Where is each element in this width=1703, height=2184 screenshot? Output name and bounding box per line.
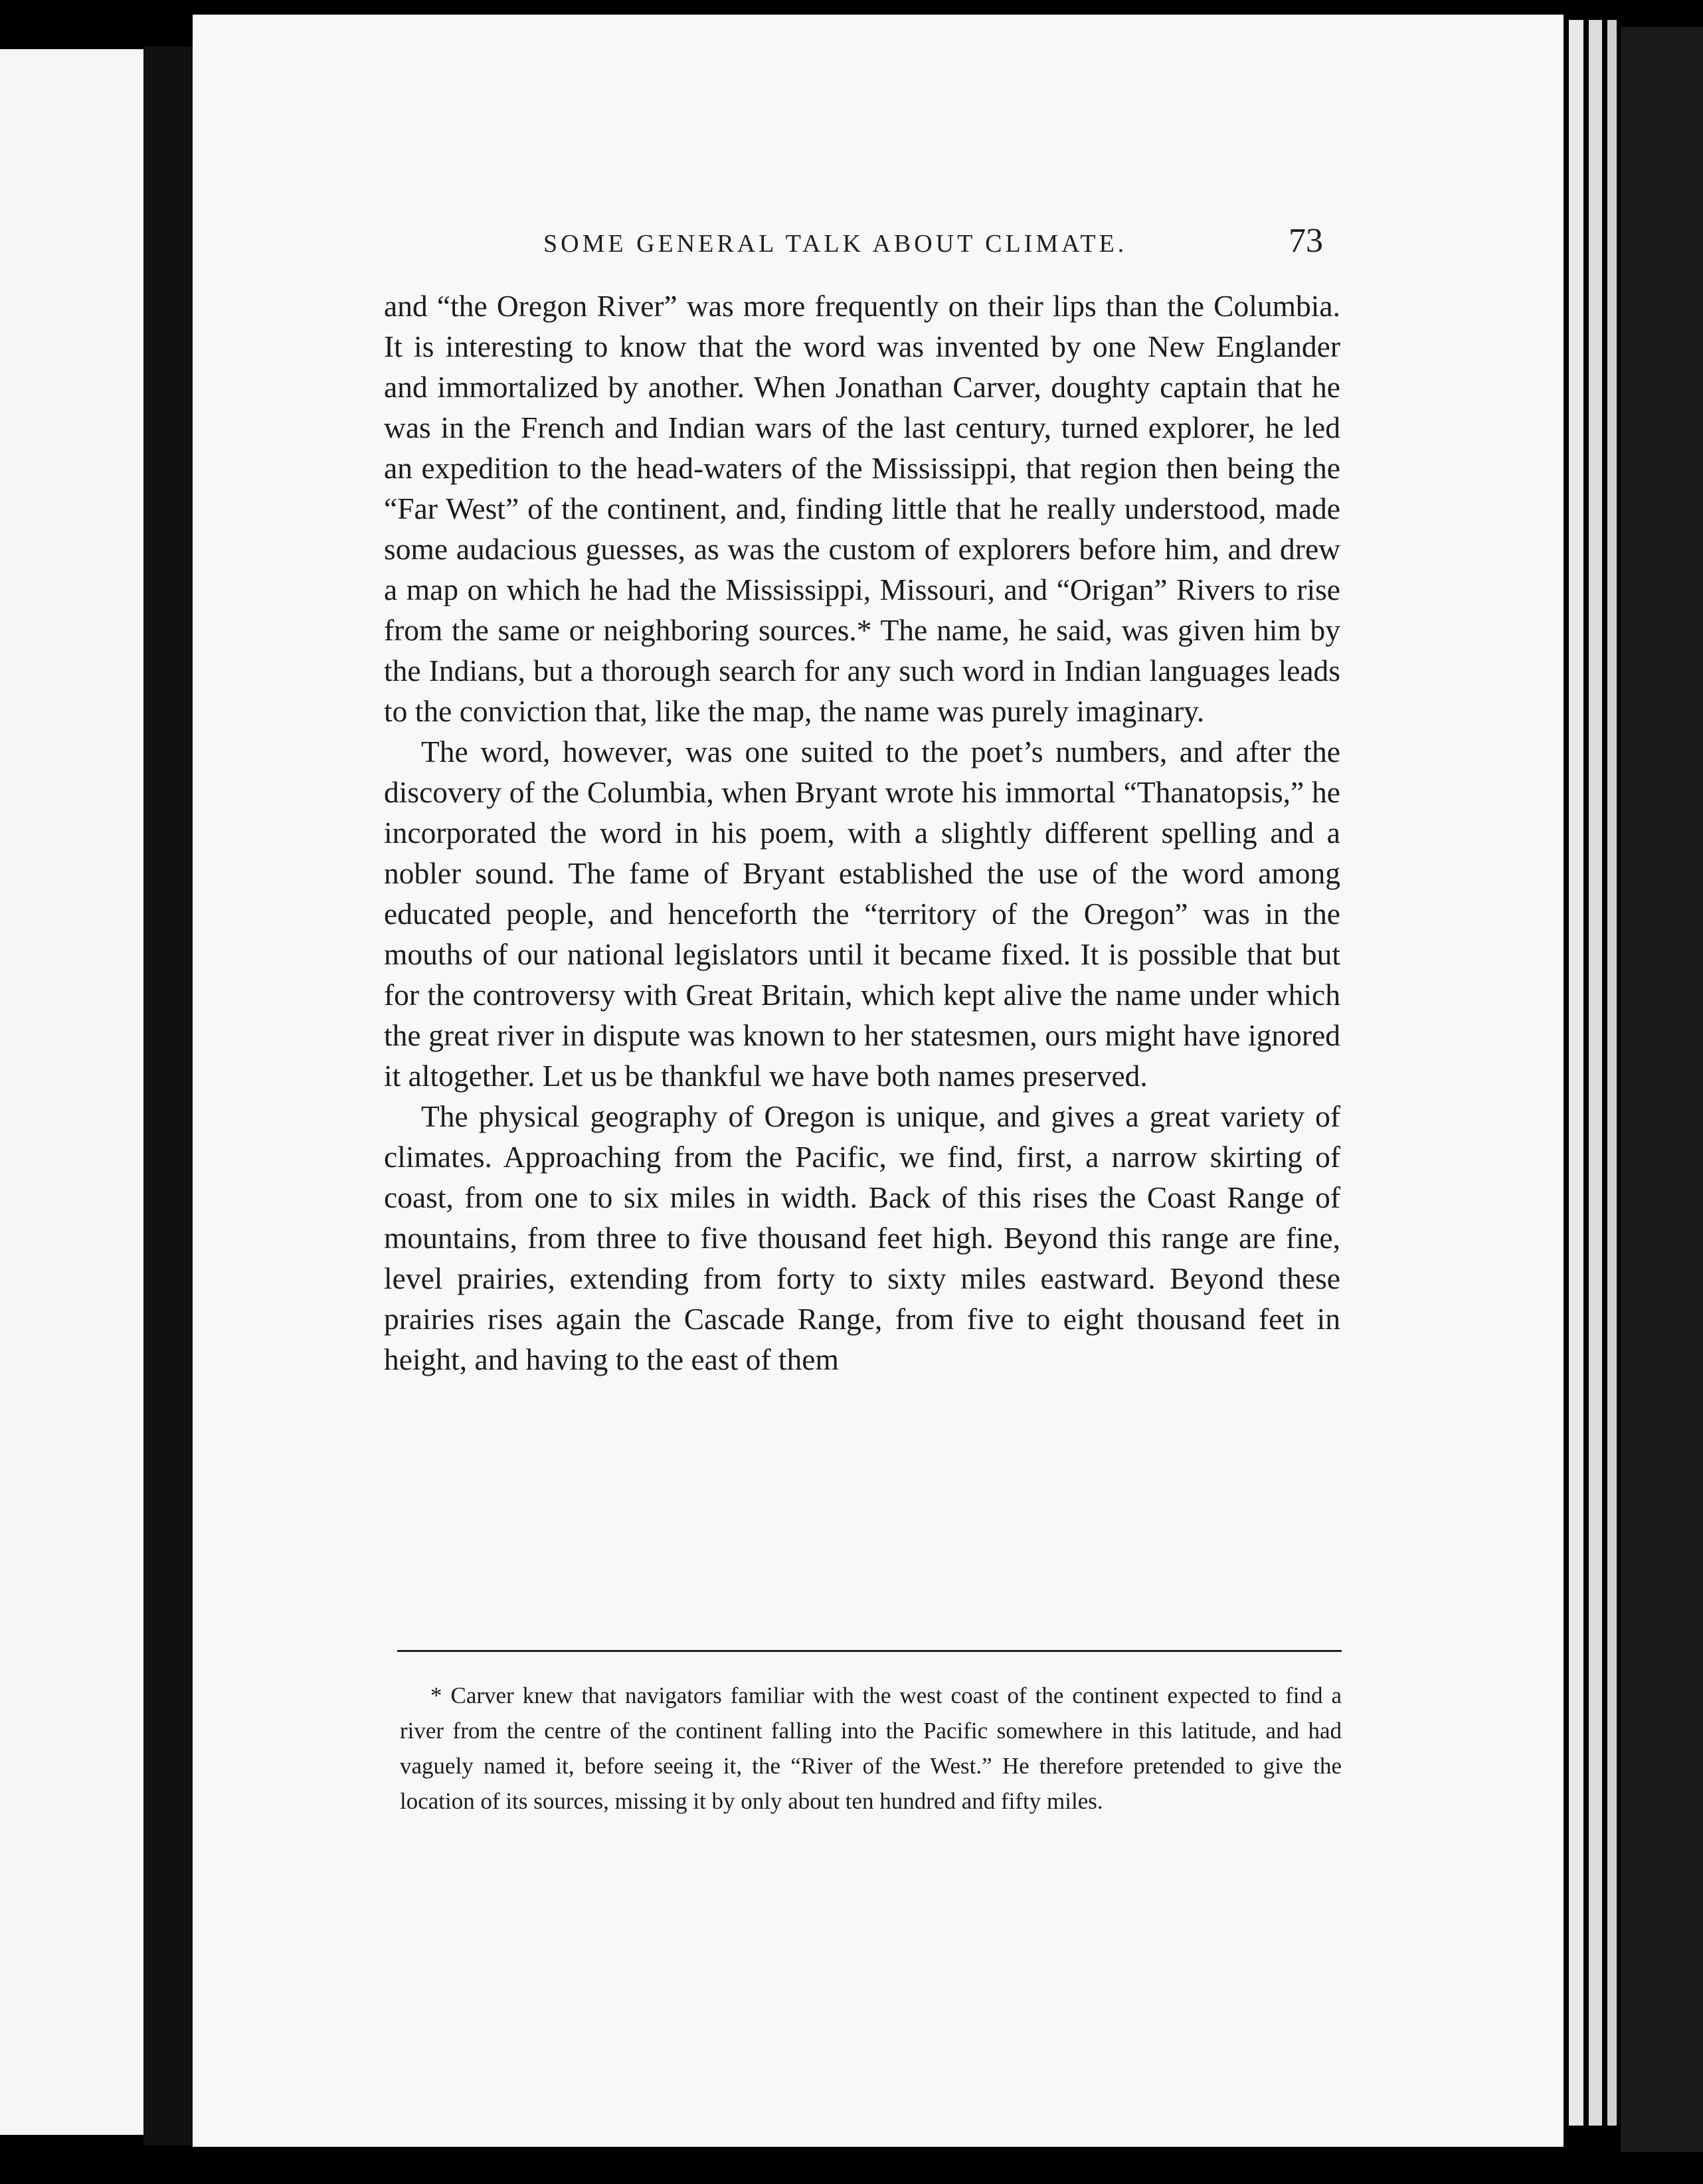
body-paragraph: and “the Oregon River” was more frequently on their lips than the Columbia. It is interesting to know that the word was invented by one New Englander and immortalized by another. When Jonathan Carver, doughty captain that he was in the French and Indian wars of the last century, turned explorer, he led an expedition to the head-waters of the Mississippi, that region then being the “Far West” of the continent, and, finding little that he really understood, made some audacious guesses, as was the custom of explorers before him, and drew a map on which he had the Mississippi, Missouri, and “Origan” Rivers to rise from the same or neighboring sources.* The name, he said, was given him by the Indians, but a thorough search for any such word in Indian languages leads to the conviction that, like the map, the name was purely imaginary. xyxy=(384,289,1340,728)
book-gutter xyxy=(143,46,193,2145)
footnote-divider xyxy=(397,1650,1342,1652)
body-text xyxy=(384,286,1340,1380)
footnote xyxy=(400,1678,1342,1819)
previous-page-edge xyxy=(0,49,143,2135)
page-header xyxy=(384,221,1346,268)
page-edge-stack xyxy=(1607,20,1617,2126)
footnote-text: * Carver knew that navigators familiar with the west coast of the continent expected to find a river from the centre of the continent falling into the Pacific somewhere in this latitude, and had vaguely named it, before seeing it, the “River of the West.” He therefore pretended to give the location of its sources, missing it by only about ten hundred and fifty miles. xyxy=(400,1683,1342,1814)
page-number: 73 xyxy=(1289,222,1323,260)
page-edge-stack xyxy=(1589,20,1602,2126)
body-paragraph: The physical geography of Oregon is unique, and gives a great variety of climates. Approaching from the Pacific, we find, first, a narrow skirting of coast, from one to six miles in width. Back of this rises the Coast Range of mountains, from three to five thousand feet high. Beyond this range are fine, level prairies, extending from forty to sixty miles eastward. Beyond these prairies rises again the Cascade Range, from five to eight thousand feet in height, and having to the east of them xyxy=(384,1099,1340,1376)
book-cover-edge xyxy=(1621,27,1703,2152)
running-head: SOME GENERAL TALK ABOUT CLIMATE. xyxy=(543,230,1128,258)
body-paragraph: The word, however, was one suited to the poet’s numbers, and after the discovery of the Columbia, when Bryant wrote his immortal “Thanatopsis,” he incorporated the word in his poem, with a slightly different spelling and a nobler sound. The fame of Bryant established the use of the word among educated people, and henceforth the “territory of the Oregon” was in the mouths of our national legislators until it became fixed. It is possible that but for the controversy with Great Britain, which kept alive the name under which the great river in dispute was known to her statesmen, ours might have ignored it altogether. Let us be thankful we have both names preserved. xyxy=(384,735,1340,1093)
page-edge-stack xyxy=(1569,20,1583,2126)
